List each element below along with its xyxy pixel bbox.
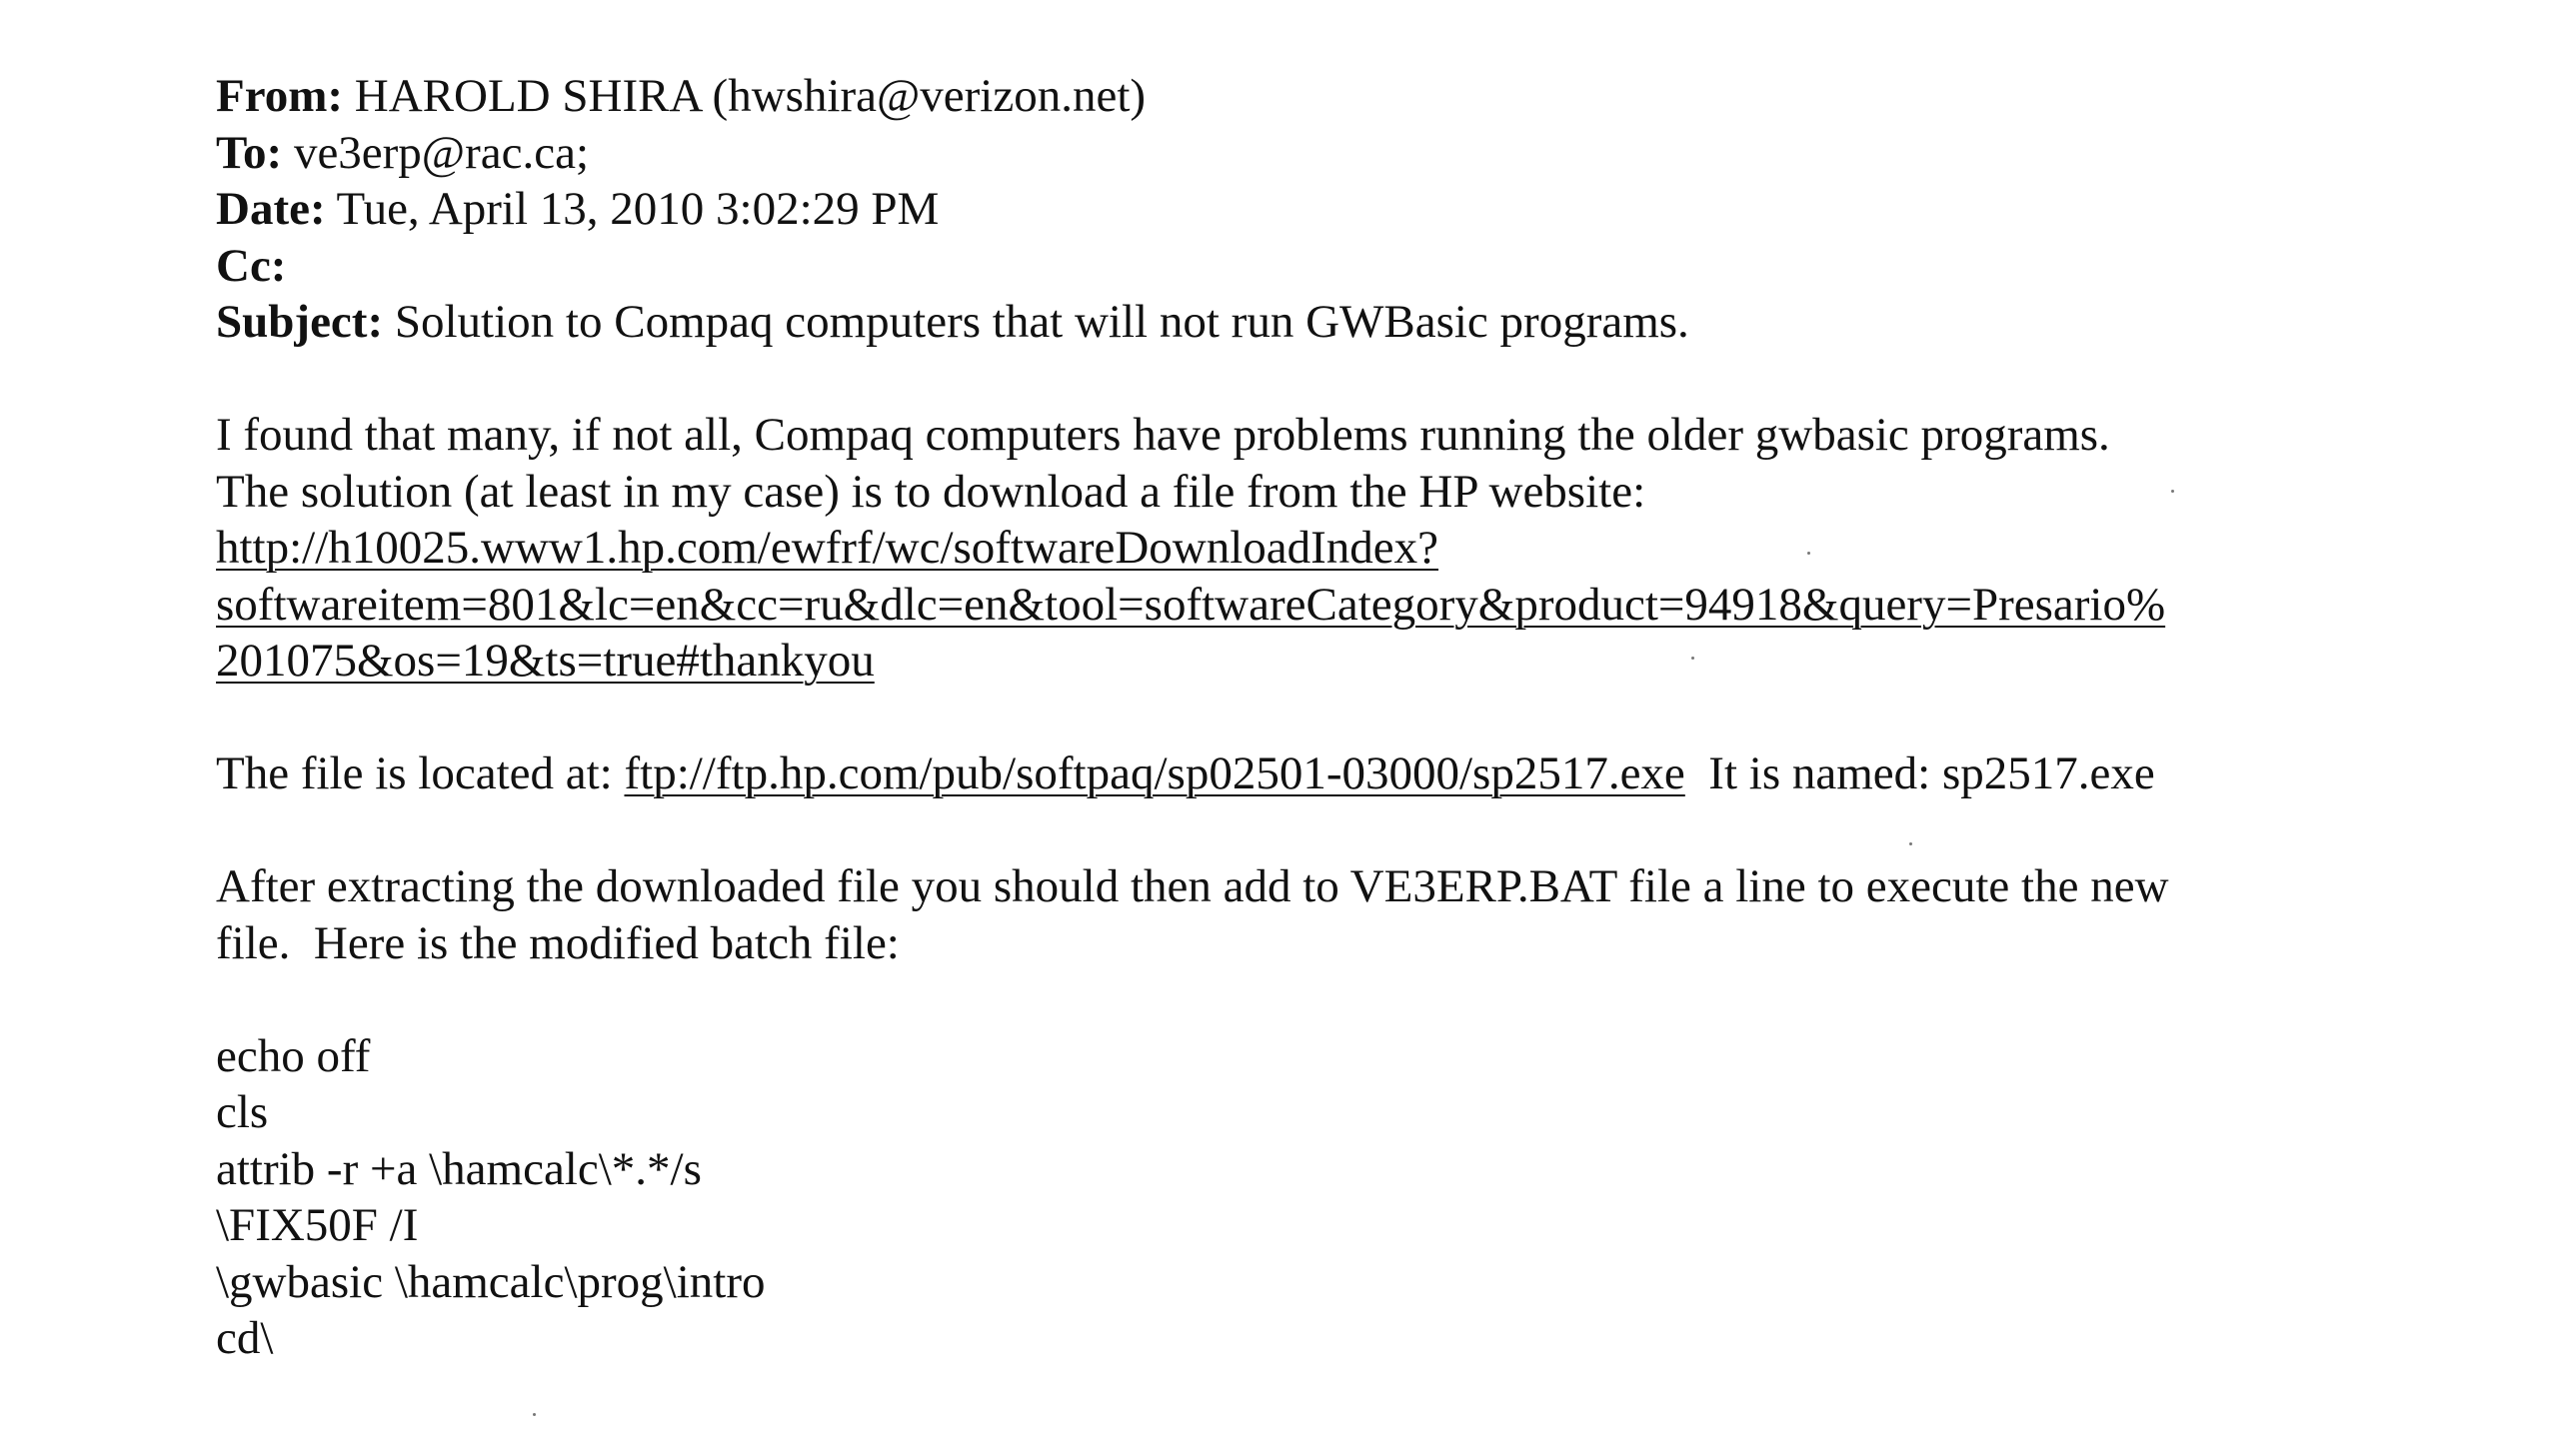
batch-line: \FIX50F /I (216, 1199, 419, 1251)
hp-website-link-part-2[interactable]: softwareitem=801&lc=en&cc=ru&dlc=en&tool=softwareCategory&product=94918&query=Presario% (216, 578, 2166, 631)
from-value: HAROLD SHIRA (hwshira@verizon.net) (354, 70, 1147, 122)
cc-row (216, 238, 2465, 295)
subject-row (216, 294, 2465, 351)
spacer (216, 351, 2465, 408)
body-paragraph-3-line-1: After extracting the downloaded file you should then add to VE3ERP.BAT file a line to execute the new (216, 860, 2169, 912)
hp-website-url-line-3 (216, 633, 2465, 690)
batch-line: attrib -r +a \hamcalc\*.*/s (216, 1142, 702, 1195)
batch-line: \gwbasic \hamcalc\prog\intro (216, 1255, 766, 1308)
spacer (216, 802, 2465, 859)
spacer (216, 971, 2465, 1028)
body-paragraph-1-line-1: I found that many, if not all, Compaq computers have problems running the older gwbasic programs. (216, 409, 2110, 461)
hp-website-link-part-3[interactable]: 201075&os=19&ts=true#thankyou (216, 635, 875, 687)
batch-line: cls (216, 1086, 269, 1138)
hp-website-url-line-1 (216, 520, 2465, 577)
subject-label: Subject: (216, 296, 384, 348)
email-content (216, 68, 2465, 1367)
file-name-suffix: It is named: sp2517.exe (1684, 747, 2155, 799)
subject-value: Solution to Compaq computers that will not run GWBasic programs. (394, 296, 1689, 348)
body-paragraph-1-line-2: The solution (at least in my case) is to download a file from the HP website: (216, 465, 1646, 518)
to-label: To: (216, 126, 283, 179)
scan-speck (533, 1413, 536, 1416)
batch-line: echo off (216, 1029, 371, 1082)
to-value: ve3erp@rac.ca; (293, 126, 589, 179)
hp-website-link-part-1[interactable]: http://h10025.www1.hp.com/ewfrf/wc/softwareDownloadIndex? (216, 522, 1439, 574)
from-row (216, 68, 2465, 125)
hp-website-url-line-2 (216, 577, 2465, 634)
date-row (216, 181, 2465, 238)
body-paragraph-3-line-2: file. Here is the modified batch file: (216, 916, 900, 969)
file-location-line (216, 745, 2465, 802)
date-label: Date: (216, 183, 326, 235)
date-value: Tue, April 13, 2010 3:02:29 PM (336, 183, 940, 235)
ftp-file-link[interactable]: ftp://ftp.hp.com/pub/softpaq/sp02501-03000/sp2517.exe (624, 747, 1685, 799)
batch-line: cd\ (216, 1312, 274, 1364)
scan-speck (1807, 552, 1810, 555)
from-label: From: (216, 70, 344, 122)
scan-speck (1909, 842, 1912, 845)
scan-speck (1691, 657, 1694, 660)
file-location-prefix: The file is located at: (216, 747, 625, 799)
scan-speck (2171, 490, 2174, 493)
to-row (216, 125, 2465, 182)
spacer (216, 690, 2465, 746)
cc-label: Cc: (216, 239, 287, 292)
